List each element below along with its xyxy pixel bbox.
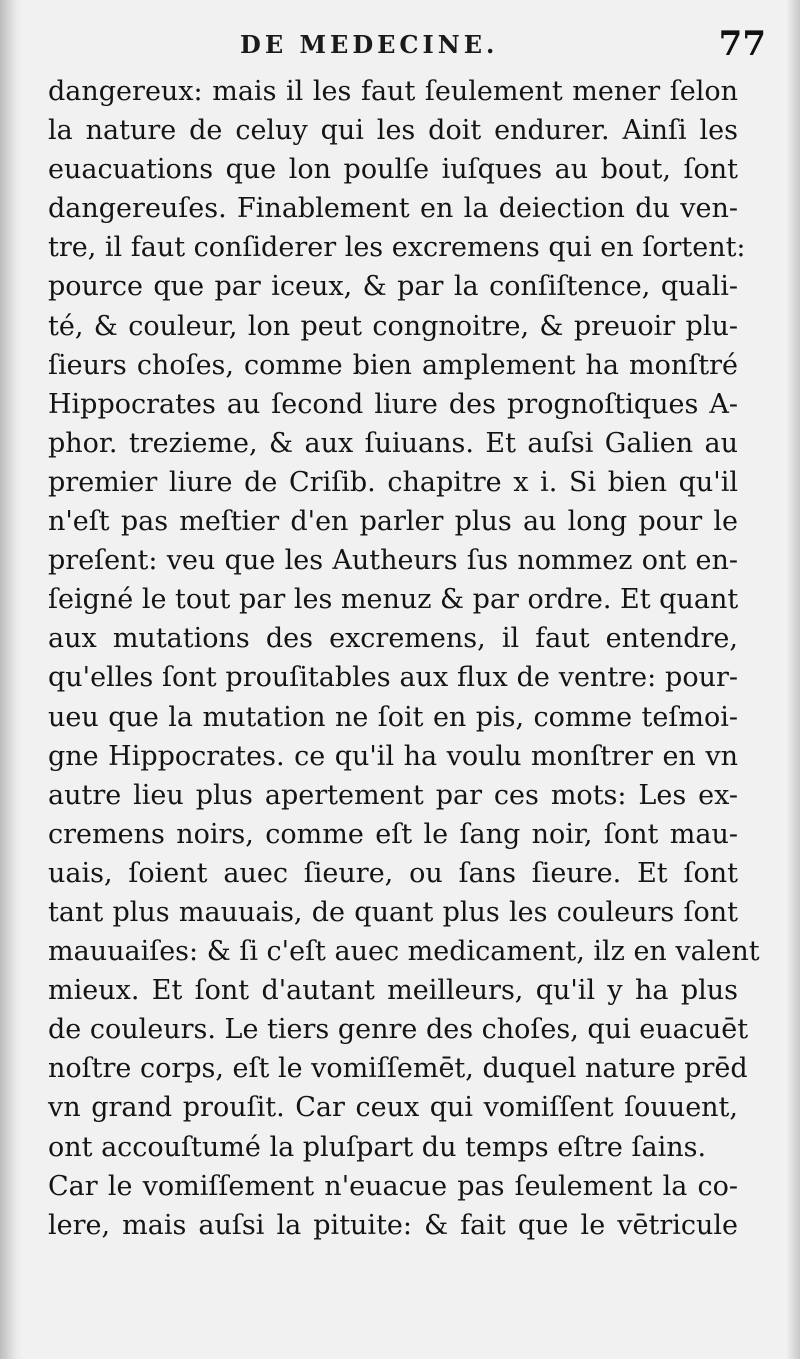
running-title: DE MEDECINE. <box>240 30 499 59</box>
text-line: phor. trezieme, & aux ſuiuans. Et auſsi Galien au <box>48 427 738 459</box>
page-edge-shadow <box>786 0 800 1359</box>
text-line: ſeigné le tout par les menuz & par ordre. Et quant <box>48 584 739 616</box>
text-line: cremens noirs, comme eſt le ſang noir, ſont mau- <box>48 818 738 850</box>
text-line: dangereuſes. Finablement en la deiection du ven- <box>48 193 738 225</box>
text-line: uais, ſoient auec ſieure, ou ſans ſieure. Et ſont <box>48 857 738 889</box>
text-line: Car le vomiſſement n'euacue pas ſeulement la co- <box>48 1170 738 1202</box>
text-line: mauuaiſes: & ſi c'eſt auec medicament, ilz en valent <box>48 936 760 968</box>
text-line: preſent: veu que les Autheurs ſus nommez ont en- <box>48 545 738 577</box>
text-line: la nature de celuy qui les doit endurer. Ainſi les <box>48 115 738 147</box>
text-line: lere, mais auſsi la pituite: & fait que le vētricule <box>48 1209 738 1241</box>
text-line: n'eſt pas meſtier d'en parler plus au long pour le <box>48 506 738 538</box>
text-line: Hippocrates au ſecond liure des prognoſtiques A- <box>48 388 738 420</box>
text-line: té, & couleur, lon peut congnoitre, & preuoir plu- <box>48 310 738 342</box>
text-line: autre lieu plus apertement par ces mots: Les ex- <box>48 779 738 811</box>
text-line: ſieurs choſes, comme bien amplement ha monſtré <box>48 349 738 381</box>
text-line: aux mutations des excremens, il faut entendre, <box>48 623 738 655</box>
page-number: 77 <box>718 24 766 64</box>
text-line: tre, il faut conſiderer les excremens qui en ſortent: <box>48 232 746 264</box>
text-line: tant plus mauuais, de quant plus les couleurs ſont <box>48 896 738 928</box>
text-line: ueu que la mutation ne ſoit en pis, comme teſmoi- <box>48 701 738 733</box>
text-line: premier liure de Criſib. chapitre x i. Si bien qu'il <box>48 466 738 498</box>
text-line: mieux. Et ſont d'autant meilleurs, qu'il y ha plus <box>48 975 738 1007</box>
text-line: noſtre corps, eſt le vomiſſemēt, duquel nature prēd <box>48 1053 748 1085</box>
text-line: de couleurs. Le tiers genre des choſes, qui euacuēt <box>48 1014 749 1046</box>
text-line: pource que par iceux, & par la conſiſtence, quali- <box>48 271 738 303</box>
text-line: dangereux: mais il les faut ſeulement mener ſelon <box>48 76 738 107</box>
text-line: euacuations que lon poulſe iuſques au bout, ſont <box>48 154 738 186</box>
body-text <box>48 72 760 1245</box>
text-line: vn grand prouſit. Car ceux qui vomiſſent ſouuent, <box>48 1092 738 1124</box>
text-line: ont accouſtumé la pluſpart du temps eſtre ſains. <box>48 1131 707 1163</box>
text-line: qu'elles ſont prouſitables aux flux de ventre: pour- <box>48 662 738 694</box>
gutter-shadow <box>0 0 22 1359</box>
text-line: gne Hippocrates. ce qu'il ha voulu monſtrer en vn <box>48 740 738 772</box>
